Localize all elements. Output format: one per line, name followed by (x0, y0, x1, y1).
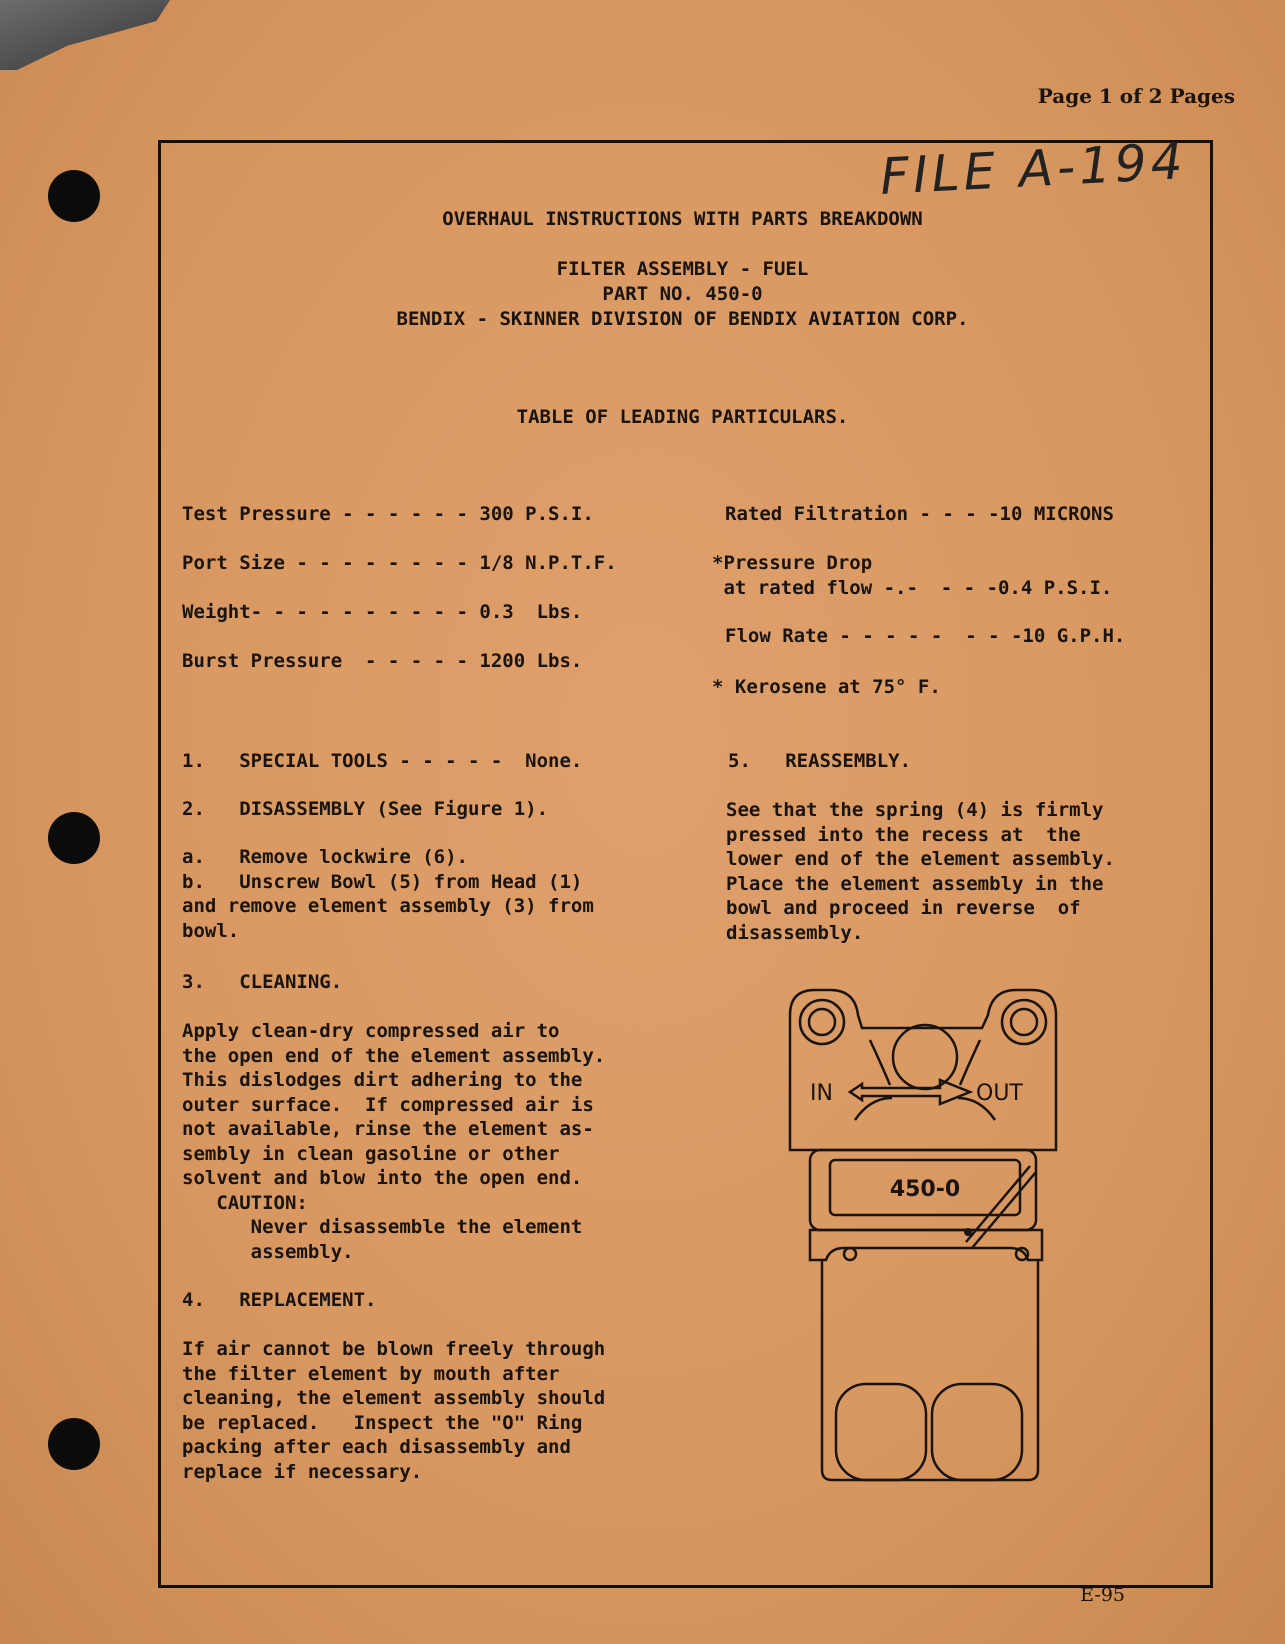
doc-subtitle-3: BENDIX - SKINNER DIVISION OF BENDIX AVIATION CORP. (396, 308, 969, 330)
section-5-body: See that the spring (4) is firmly pressed into the recess at the lower end of the element assembly. Place the element assembly in the bowl and proceed in reverse of disassembly. (726, 799, 1115, 944)
mount-hole-right-icon (1011, 1009, 1037, 1035)
spec-port-size: Port Size - - - - - - - - 1/8 N.P.T.F. (182, 552, 617, 574)
bowl-outline (822, 1260, 1038, 1480)
punch-hole-middle (48, 812, 100, 864)
section-2-body: a. Remove lockwire (6). b. Unscrew Bowl (5) from Head (1) and remove element assembly (3) from bowl. (182, 846, 594, 942)
punch-hole-top (48, 170, 100, 222)
spec-burst-pressure: Burst Pressure - - - - - 1200 Lbs. (182, 650, 583, 672)
spec-rated-filtration: Rated Filtration - - - -10 MICRONS (725, 503, 1114, 525)
filter-assembly-figure (770, 980, 1090, 1500)
spec-weight: Weight- - - - - - - - - - 0.3 Lbs. (182, 601, 583, 623)
spec-rated-flow: at rated flow -.- - - -0.4 P.S.I. (712, 577, 1113, 599)
figure-part-label: 450-0 (889, 1177, 961, 1202)
section-4-body: If air cannot be blown freely through the filter element by mouth after cleaning, the element assembly should be replaced. Inspect the "O" Ring packing after each disassembly and replace if necessary. (182, 1338, 606, 1483)
filter-head-outline (790, 990, 1056, 1150)
section-4-heading: 4. REPLACEMENT. (182, 1289, 377, 1311)
spec-flow-rate: Flow Rate - - - - - - - -10 G.P.H. (725, 625, 1126, 647)
spec-test-pressure: Test Pressure - - - - - - 300 P.S.I. (182, 503, 594, 525)
bowl-lobe-left (836, 1384, 926, 1480)
footer-code: E-95 (1080, 1584, 1125, 1606)
figure-out-label: OUT (976, 1081, 1023, 1106)
mount-hole-left-icon (809, 1009, 835, 1035)
mount-boss-right (1002, 1000, 1046, 1044)
doc-subtitle-2: PART NO. 450-0 (602, 283, 763, 305)
spec-note: * Kerosene at 75° F. (712, 676, 941, 698)
doc-title: OVERHAUL INSTRUCTIONS WITH PARTS BREAKDOWN (442, 208, 923, 230)
section-1-heading: 1. SPECIAL TOOLS - - - - - None. (182, 750, 583, 772)
bowl-lobe-right (932, 1384, 1022, 1480)
section-2-heading: 2. DISASSEMBLY (See Figure 1). (182, 798, 549, 820)
page-label: Page 1 of 2 Pages (1037, 84, 1235, 108)
flow-arrow-icon (850, 1080, 970, 1104)
file-stamp: FILE A-194 (878, 132, 1188, 206)
table-title: TABLE OF LEADING PARTICULARS. (516, 406, 849, 428)
punch-hole-bottom (48, 1418, 100, 1470)
mount-boss-left (800, 1000, 844, 1044)
section-3-body: Apply clean-dry compressed air to the open end of the element assembly. This dislodges dirt adhering to the outer surface. If compressed air is not available, rinse the element as- sembly in clean gasoline or other solvent and blow into the open end. CAUTION: Never disassemble the element assembly. (182, 1020, 606, 1263)
figure-in-label: IN (810, 1081, 833, 1106)
lockwire (966, 1166, 1036, 1248)
head-dome (893, 1025, 957, 1089)
section-3-heading: 3. CLEANING. (182, 971, 343, 993)
spec-pressure-drop: *Pressure Drop (712, 552, 873, 574)
doc-subtitle-1: FILTER ASSEMBLY - FUEL (556, 258, 809, 280)
section-5-heading: 5. REASSEMBLY. (728, 750, 912, 772)
